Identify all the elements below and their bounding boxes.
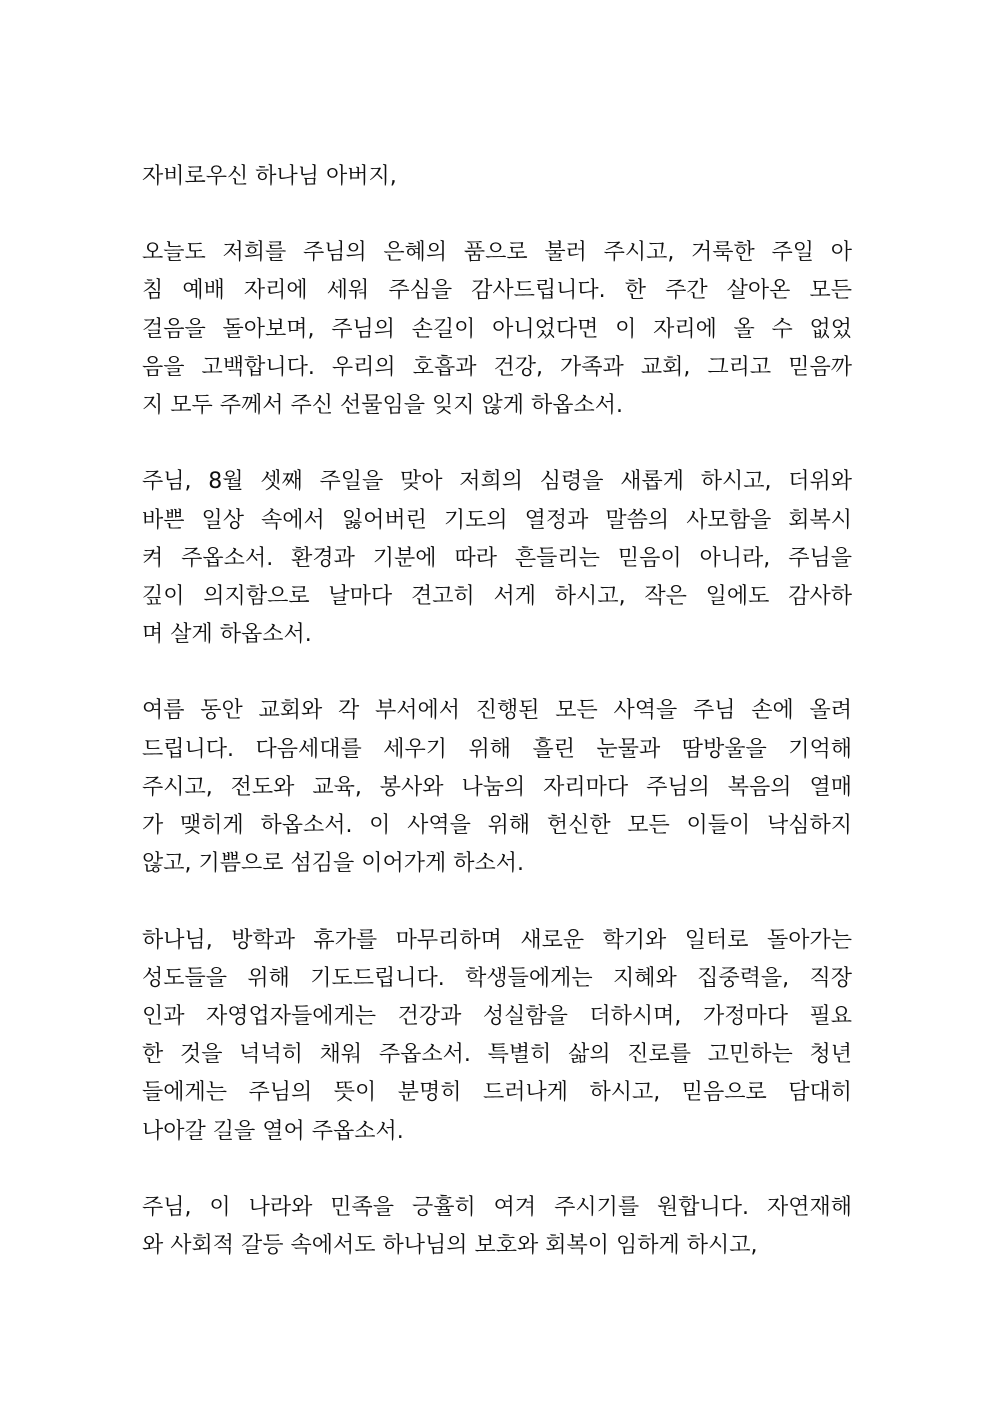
paragraph-list — [142, 234, 852, 1265]
text-line: 깊이 의지함으로 날마다 견고히 서게 하시고, 작은 일에도 감사하 — [142, 583, 852, 609]
text-line: 나아갈 길을 열어 주옵소서. — [142, 1118, 404, 1144]
text-line: 주님, 8월 셋째 주일을 맞아 저희의 심령을 새롭게 하시고, 더위와 — [142, 469, 852, 495]
text-line: 주님, 이 나라와 민족을 긍휼히 여겨 주시기를 원합니다. 자연재해 — [142, 1194, 852, 1220]
text-line: 켜 주옵소서. 환경과 기분에 따라 흔들리는 믿음이 아니라, 주님을 — [142, 545, 852, 571]
paragraph — [142, 234, 852, 425]
greeting-line: 자비로우신 하나님 아버지, — [142, 164, 397, 189]
text-line: 한 것을 넉넉히 채워 주옵소서. 특별히 삶의 진로를 고민하는 청년 — [142, 1042, 852, 1068]
text-line: 드립니다. 다음세대를 세우기 위해 흘린 눈물과 땀방울을 기억해 — [142, 736, 852, 762]
text-line: 며 살게 하옵소서. — [142, 622, 312, 648]
text-line: 지 모두 주께서 주신 선물임을 잊지 않게 하옵소서. — [142, 392, 623, 418]
text-line: 바쁜 일상 속에서 잃어버린 기도의 열정과 말씀의 사모함을 회복시 — [142, 507, 852, 533]
text-line: 와 사회적 갈등 속에서도 하나님의 보호와 회복이 임하게 하시고, — [142, 1233, 758, 1259]
text-line: 인과 자영업자들에게는 건강과 성실함을 더하시며, 가정마다 필요 — [142, 1003, 852, 1029]
text-line: 주시고, 전도와 교육, 봉사와 나눔의 자리마다 주님의 복음의 열매 — [142, 774, 852, 800]
text-line: 음을 고백합니다. 우리의 호흡과 건강, 가족과 교회, 그리고 믿음까 — [142, 354, 852, 380]
text-line: 성도들을 위해 기도드립니다. 학생들에게는 지혜와 집중력을, 직장 — [142, 965, 852, 991]
paragraph — [142, 922, 852, 1151]
text-line: 들에게는 주님의 뜻이 분명히 드러나게 하시고, 믿음으로 담대히 — [142, 1080, 852, 1106]
text-line: 오늘도 저희를 주님의 은혜의 품으로 불러 주시고, 거룩한 주일 아 — [142, 240, 852, 266]
prayer-text — [142, 158, 852, 1303]
text-line: 걸음을 돌아보며, 주님의 손길이 아니었다면 이 자리에 올 수 없었 — [142, 316, 852, 342]
text-line: 침 예배 자리에 세워 주심을 감사드립니다. 한 주간 살아온 모든 — [142, 278, 852, 304]
paragraph — [142, 692, 852, 883]
text-line: 가 맺히게 하옵소서. 이 사역을 위해 헌신한 모든 이들이 낙심하지 — [142, 813, 852, 839]
text-line: 않고, 기쁨으로 섬김을 이어가게 하소서. — [142, 851, 524, 877]
paragraph — [142, 463, 852, 654]
text-line: 여름 동안 교회와 각 부서에서 진행된 모든 사역을 주님 손에 올려 — [142, 698, 852, 724]
text-line: 하나님, 방학과 휴가를 마무리하며 새로운 학기와 일터로 돌아가는 — [142, 927, 852, 953]
paragraph — [142, 1189, 852, 1265]
